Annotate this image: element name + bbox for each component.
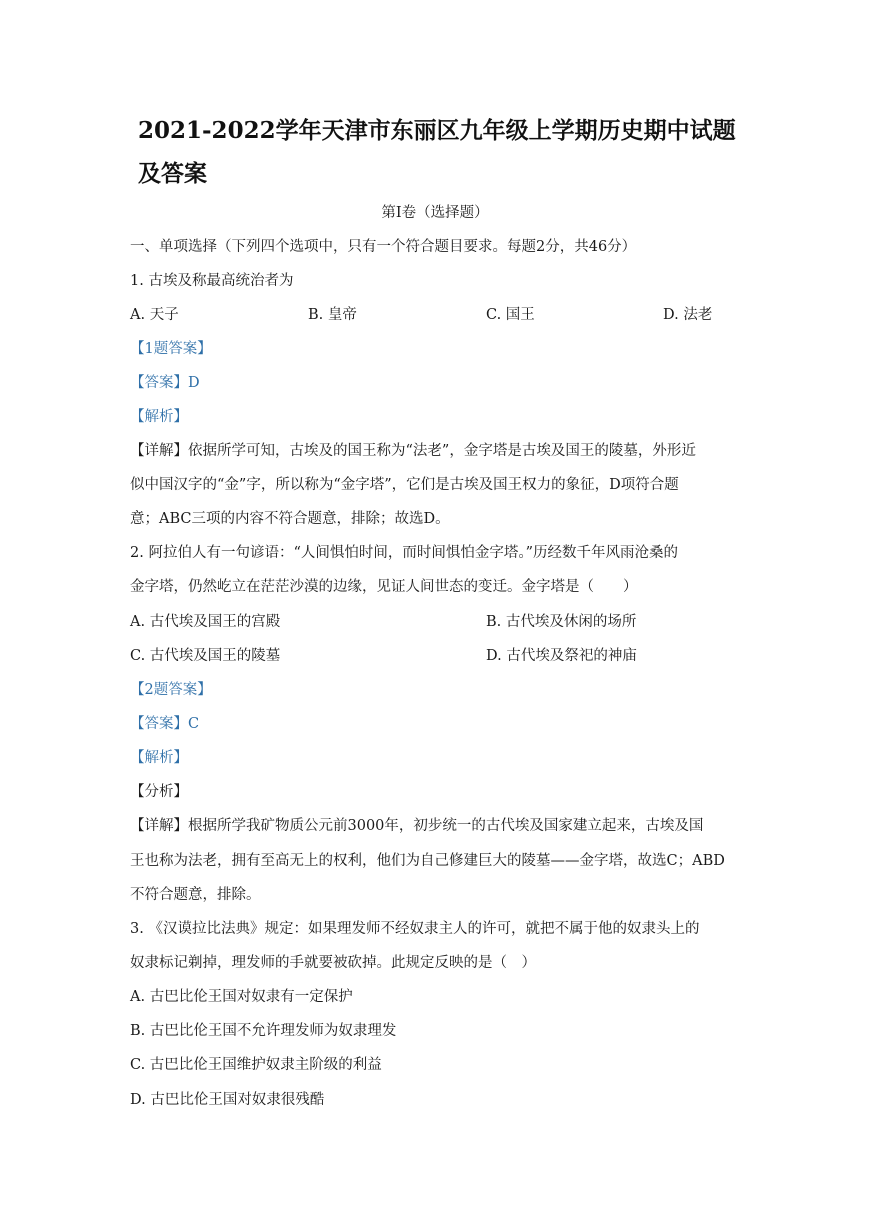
q1-answer: 【答案】D	[130, 375, 200, 391]
q1-analysis-tag: 【解析】	[130, 409, 188, 425]
q2-stem-line: 2. 阿拉伯人有一句谚语：“人间惧怕时间，而时间惧怕金字塔。”历经数千年风雨沧桑的	[130, 545, 679, 561]
q1-detail-line: 【详解】依据所学可知，古埃及的国王称为“法老”，金字塔是古埃及国王的陵墓，外形近	[130, 443, 696, 459]
q2-answer: 【答案】C	[130, 716, 200, 732]
q2-detail-line: 【详解】根据所学我矿物质公元前3000年，初步统一的古代埃及国家建立起来，古埃及国	[130, 818, 704, 834]
instruction-text: 一、单项选择（下列四个选项中，只有一个符合题目要求。每题2分，共46分）	[130, 239, 637, 255]
q2-option-b: B. 古代埃及休闲的场所	[486, 614, 637, 630]
q1-detail-line: 意；ABC三项的内容不符合题意，排除；故选D。	[130, 511, 450, 527]
q1-detail-line: 似中国汉字的“金”字，所以称为“金字塔”，它们是古埃及国王权力的象征，D项符合题	[130, 477, 679, 493]
q3-option-c: C. 古巴比伦王国维护奴隶主阶级的利益	[130, 1057, 382, 1073]
q1-option-b: B. 皇帝	[308, 307, 357, 323]
q3-option-b: B. 古巴比伦王国不允许理发师为奴隶理发	[130, 1023, 397, 1039]
q2-analysis-tag: 【解析】	[130, 750, 188, 766]
q3-option-a: A. 古巴比伦王国对奴隶有一定保护	[130, 989, 353, 1005]
q2-stem-line: 金字塔，仍然屹立在茫茫沙漠的边缘，见证人间世态的变迁。金字塔是（ ）	[130, 579, 638, 595]
q2-detail-line: 王也称为法老，拥有至高无上的权利，他们为自己修建巨大的陵墓——金字塔，故选C；ABD	[130, 853, 725, 869]
q3-option-d: D. 古巴比伦王国对奴隶很残酷	[130, 1092, 325, 1108]
q2-option-d: D. 古代埃及祭祀的神庙	[486, 648, 637, 664]
q2-option-a: A. 古代埃及国王的宫殿	[130, 614, 281, 630]
q2-fenxi-tag: 【分析】	[130, 784, 188, 800]
q1-stem: 1. 古埃及称最高统治者为	[130, 273, 294, 289]
q2-option-c: C. 古代埃及国王的陵墓	[130, 648, 281, 664]
document-title-line1: 2021-2022学年天津市东丽区九年级上学期历史期中试题	[138, 117, 736, 144]
q1-answer-section-tag: 【1题答案】	[130, 341, 212, 357]
q1-option-d: D. 法老	[663, 307, 713, 323]
q3-stem-line: 3. 《汉谟拉比法典》规定：如果理发师不经奴隶主人的许可，就把不属于他的奴隶头上的	[130, 921, 700, 937]
document-title-line2: 及答案	[138, 160, 207, 187]
q1-option-a: A. 天子	[130, 307, 179, 323]
q2-detail-line: 不符合题意，排除。	[130, 887, 261, 903]
section-header: 第Ⅰ卷（选择题）	[381, 205, 489, 221]
q3-stem-line: 奴隶标记剃掉，理发师的手就要被砍掉。此规定反映的是（ ）	[130, 955, 536, 971]
q1-option-c: C. 国王	[486, 307, 535, 323]
q2-answer-section-tag: 【2题答案】	[130, 682, 212, 698]
